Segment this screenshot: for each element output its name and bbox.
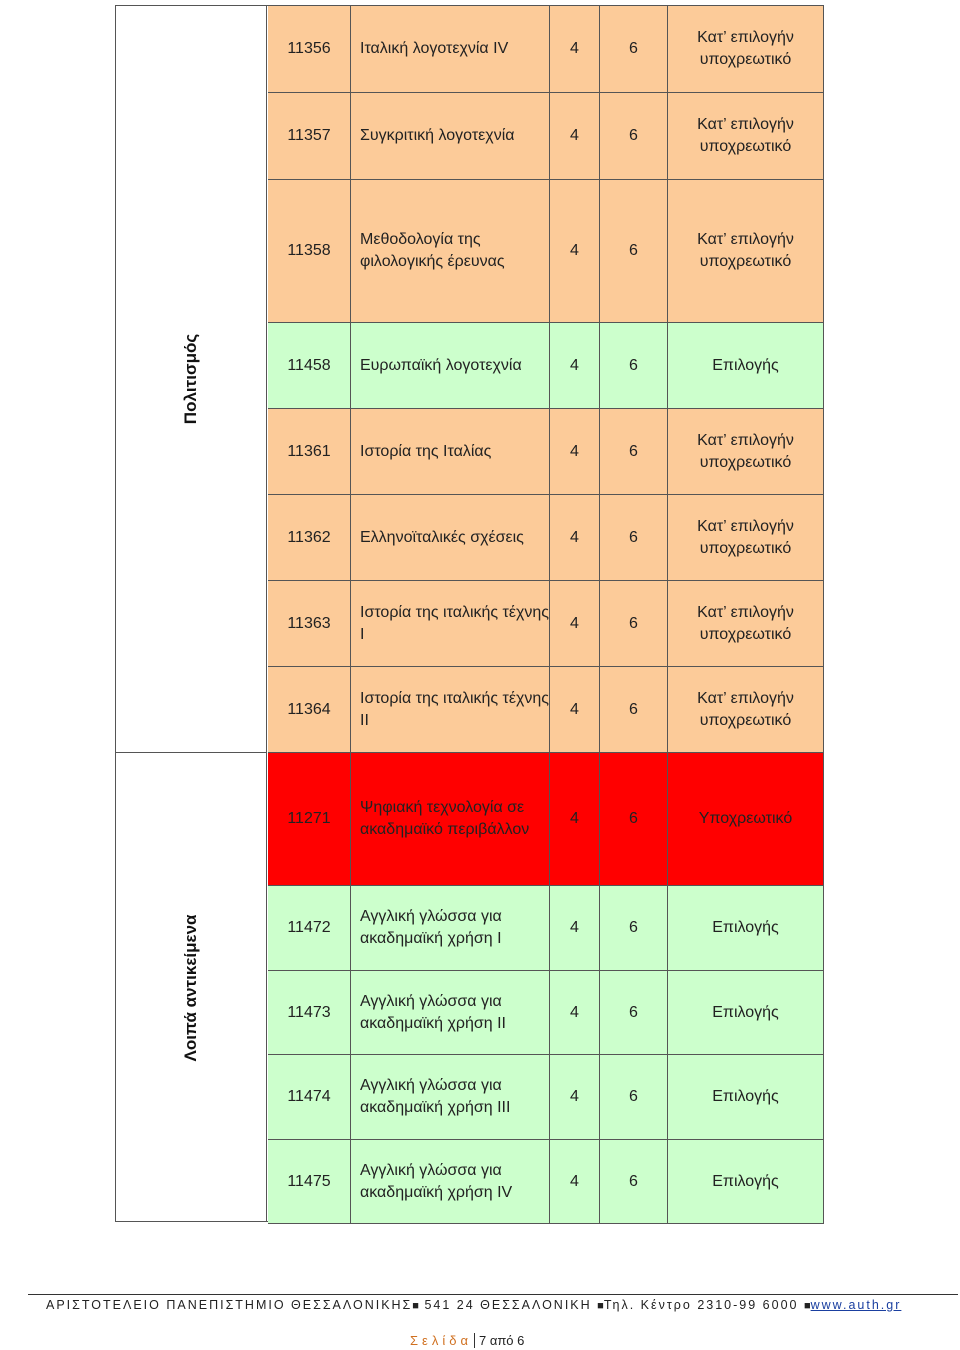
course-title: Ιστορία της ιταλικής τέχνης II <box>351 667 550 752</box>
footer-phone: Τηλ. Κέντρο 2310-99 6000 <box>603 1298 799 1312</box>
course-type: Επιλογής <box>668 971 824 1054</box>
course-title: Αγγλική γλώσσα για ακαδημαϊκή χρήση III <box>351 1055 550 1139</box>
course-hours: 4 <box>550 409 600 494</box>
course-code: 11364 <box>268 667 351 752</box>
table-row <box>268 180 824 323</box>
group-label-other <box>115 753 267 1222</box>
course-code: 11363 <box>268 581 351 666</box>
footer-university: ΑΡΙΣΤΟΤΕΛΕΙΟ ΠΑΝΕΠΙΣΤΗΜΙΟ ΘΕΣΣΑΛΟΝΙΚΗΣ <box>46 1298 413 1312</box>
course-hours: 4 <box>550 1055 600 1139</box>
course-credits: 6 <box>600 886 668 970</box>
course-hours: 4 <box>550 6 600 92</box>
course-type: Κατ’ επιλογήν υποχρεωτικό <box>668 6 824 92</box>
course-hours: 4 <box>550 1140 600 1223</box>
table-row <box>268 409 824 495</box>
course-code: 11271 <box>268 753 351 885</box>
course-code: 11458 <box>268 323 351 408</box>
course-code: 11474 <box>268 1055 351 1139</box>
group-label-text: Λοιπά αντικείμενα <box>181 913 200 1062</box>
course-type: Επιλογής <box>668 1055 824 1139</box>
course-credits: 6 <box>600 180 668 322</box>
course-title: Συγκριτική λογοτεχνία <box>351 93 550 179</box>
course-code: 11357 <box>268 93 351 179</box>
table-row <box>268 495 824 581</box>
course-hours: 4 <box>550 971 600 1054</box>
course-type: Επιλογής <box>668 1140 824 1223</box>
course-hours: 4 <box>550 180 600 322</box>
course-credits: 6 <box>600 409 668 494</box>
course-type: Επιλογής <box>668 323 824 408</box>
course-title: Ιστορία της Ιταλίας <box>351 409 550 494</box>
group-label-culture <box>115 5 267 752</box>
table-row <box>268 93 824 180</box>
course-credits: 6 <box>600 753 668 885</box>
separator-icon: ■ <box>597 1300 604 1312</box>
course-credits: 6 <box>600 971 668 1054</box>
table-row <box>268 6 824 93</box>
course-hours: 4 <box>550 753 600 885</box>
course-code: 11356 <box>268 6 351 92</box>
table-row <box>268 1140 824 1224</box>
course-type: Κατ’ επιλογήν υποχρεωτικό <box>668 581 824 666</box>
course-hours: 4 <box>550 495 600 580</box>
course-title: Ελληνοϊταλικές σχέσεις <box>351 495 550 580</box>
course-title: Ιστορία της ιταλικής τέχνης I <box>351 581 550 666</box>
course-type: Κατ’ επιλογήν υποχρεωτικό <box>668 667 824 752</box>
course-title: Αγγλική γλώσσα για ακαδημαϊκή χρήση I <box>351 886 550 970</box>
table-row <box>268 581 824 667</box>
course-code: 11475 <box>268 1140 351 1223</box>
course-code: 11472 <box>268 886 351 970</box>
course-type: Κατ’ επιλογήν υποχρεωτικό <box>668 93 824 179</box>
course-hours: 4 <box>550 323 600 408</box>
course-code: 11362 <box>268 495 351 580</box>
course-title: Ψηφιακή τεχνολογία σε ακαδημαϊκό περιβάλλον <box>351 753 550 885</box>
course-credits: 6 <box>600 1055 668 1139</box>
course-credits: 6 <box>600 6 668 92</box>
course-hours: 4 <box>550 886 600 970</box>
separator-icon: ■ <box>412 1300 419 1312</box>
course-hours: 4 <box>550 667 600 752</box>
course-code: 11473 <box>268 971 351 1054</box>
course-type: Κατ’ επιλογήν υποχρεωτικό <box>668 495 824 580</box>
course-credits: 6 <box>600 667 668 752</box>
table-row <box>268 667 824 753</box>
table-row <box>268 753 824 886</box>
table-row <box>268 323 824 409</box>
course-credits: 6 <box>600 93 668 179</box>
footer <box>46 1298 901 1312</box>
group-column-other <box>115 752 267 1222</box>
course-credits: 6 <box>600 323 668 408</box>
course-type: Υποχρεωτικό <box>668 753 824 885</box>
course-title: Αγγλική γλώσσα για ακαδημαϊκή χρήση IV <box>351 1140 550 1223</box>
course-hours: 4 <box>550 581 600 666</box>
course-code: 11361 <box>268 409 351 494</box>
course-code: 11358 <box>268 180 351 322</box>
course-credits: 6 <box>600 495 668 580</box>
page-number <box>410 1333 524 1348</box>
group-label-text: Πολιτισμός <box>181 333 200 424</box>
footer-address: 541 24 ΘΕΣΣΑΛΟΝΙΚΗ <box>424 1298 592 1312</box>
course-title: Ιταλική λογοτεχνία IV <box>351 6 550 92</box>
course-credits: 6 <box>600 581 668 666</box>
course-credits: 6 <box>600 1140 668 1223</box>
course-type: Κατ’ επιλογήν υποχρεωτικό <box>668 409 824 494</box>
group-column-culture <box>115 5 267 752</box>
table-row <box>268 971 824 1055</box>
course-type: Επιλογής <box>668 886 824 970</box>
footer-website-link[interactable]: www.auth.gr <box>810 1298 902 1312</box>
course-type: Κατ’ επιλογήν υποχρεωτικό <box>668 180 824 322</box>
separator-icon: ■ <box>803 1300 811 1312</box>
page-word: Σελίδα <box>410 1333 472 1348</box>
page-count: 7 από 6 <box>474 1333 524 1348</box>
course-hours: 4 <box>550 93 600 179</box>
table-row <box>268 886 824 971</box>
course-title: Μεθοδολογία της φιλολογικής έρευνας <box>351 180 550 322</box>
table-row <box>268 1055 824 1140</box>
course-title: Αγγλική γλώσσα για ακαδημαϊκή χρήση II <box>351 971 550 1054</box>
footer-divider <box>28 1294 958 1295</box>
course-title: Ευρωπαϊκή λογοτεχνία <box>351 323 550 408</box>
